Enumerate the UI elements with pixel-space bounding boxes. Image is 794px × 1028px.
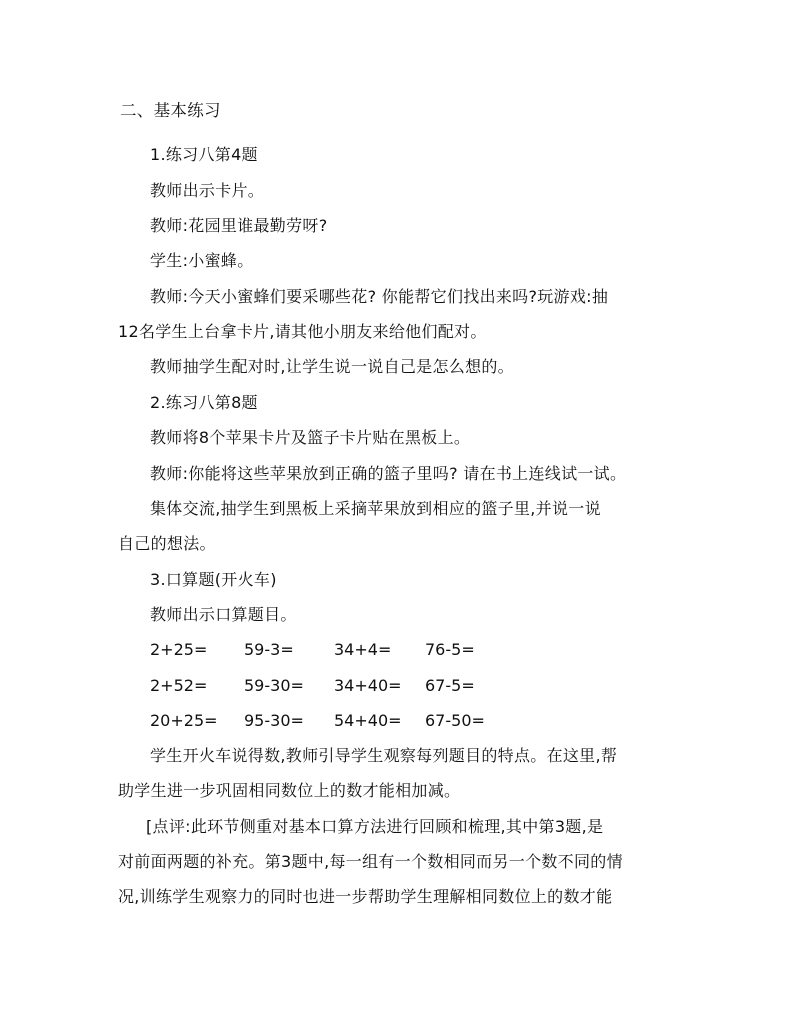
- text-line: 1.练习八第4题: [150, 145, 258, 164]
- text-line: 助学生进一步巩固相同数位上的数才能相加减。: [118, 781, 461, 800]
- equation: 67-50=: [425, 711, 485, 730]
- equation: 54+40=: [334, 711, 402, 730]
- equation: 34+4=: [334, 640, 392, 659]
- text-line: 集体交流,抽学生到黑板上采摘苹果放到相应的篮子里,并说一说: [150, 499, 601, 518]
- text-line: 教师将8个苹果卡片及篮子卡片贴在黑板上。: [150, 428, 471, 447]
- equation: 2+25=: [150, 640, 208, 659]
- text-line: 教师出示口算题目。: [150, 605, 297, 624]
- text-line: 教师:你能将这些苹果放到正确的篮子里吗? 请在书上连线试一试。: [150, 464, 627, 483]
- comment-line: [点评:此环节侧重对基本口算方法进行回顾和梳理,其中第3题,是: [146, 817, 604, 836]
- text-line: 3.口算题(开火车): [150, 570, 277, 589]
- comment-line: 况,训练学生观察力的同时也进一步帮助学生理解相同数位上的数才能: [118, 887, 613, 906]
- text-line: 自己的想法。: [118, 534, 216, 553]
- text-line: 教师出示卡片。: [150, 181, 265, 200]
- text-line: 教师:今天小蜜蜂们要采哪些花? 你能帮它们找出来吗?玩游戏:抽: [150, 287, 609, 306]
- text-line: 12名学生上台拿卡片,请其他小朋友来给他们配对。: [118, 322, 487, 341]
- equation: 76-5=: [425, 640, 475, 659]
- text-line: 2.练习八第8题: [150, 393, 258, 412]
- comment-line: 对前面两题的补充。第3题中,每一组有一个数相同而另一个数不同的情: [118, 852, 623, 871]
- equation-row: [150, 711, 570, 731]
- text-line: 教师抽学生配对时,让学生说一说自己是怎么想的。: [150, 357, 514, 376]
- section-title: 二、基本练习: [120, 101, 221, 120]
- equation: 59-3=: [244, 640, 294, 659]
- equation: 95-30=: [244, 711, 304, 730]
- equation-row: [150, 640, 570, 660]
- equation: 2+52=: [150, 676, 208, 695]
- equation: 34+40=: [334, 676, 402, 695]
- text-line: 学生:小蜜蜂。: [150, 251, 254, 270]
- equation-row: [150, 676, 570, 696]
- text-line: 教师:花园里谁最勤劳呀?: [150, 216, 328, 235]
- equation: 59-30=: [244, 676, 304, 695]
- equation: 20+25=: [150, 711, 218, 730]
- text-line: 学生开火车说得数,教师引导学生观察每列题目的特点。在这里,帮: [150, 746, 618, 765]
- equation: 67-5=: [425, 676, 475, 695]
